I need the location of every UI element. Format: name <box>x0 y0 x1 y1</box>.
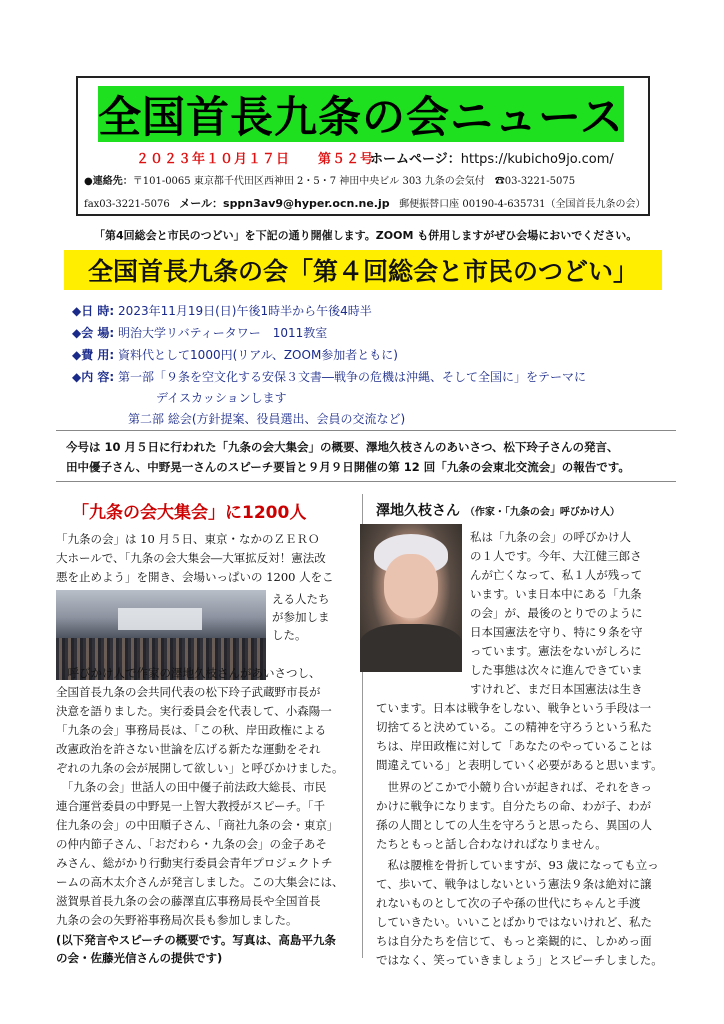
right-body-line: 切捨てると決めている。この精神を守ろうという私た <box>376 720 652 734</box>
fax-line <box>84 195 645 211</box>
left-body-line: の仲内節子さん、「おだわら・九条の会」の金子あそ <box>56 837 327 851</box>
left-body-line: ぞれの九条の会が展開して欲しい」と呼びかけました。 <box>56 761 344 775</box>
fax-number: fax03-3221-5076 <box>84 199 170 210</box>
left-side-line: した。 <box>272 628 307 642</box>
speaker-heading <box>376 500 620 520</box>
detail-label: ◆内 容: <box>72 370 115 384</box>
detail-label: ◆費 用: <box>72 348 115 362</box>
left-line: 大ホールで、「九条の会大集会―大軍拡反対！憲法改 <box>56 551 326 565</box>
right-body-line: 世界のどこかで小競り合いが起きれば、それをきっ <box>376 780 652 794</box>
left-body-line: 呼びかけ人で作家の澤地久枝さんがあいさつし、 <box>56 666 321 680</box>
summary-line: 田中優子さん、中野晃一さんのスピーチ要旨と９月９日開催の第 12 回「九条の会東北交流会」の報告です。 <box>66 460 630 474</box>
contact-line <box>84 172 575 187</box>
detail-venue <box>72 324 327 341</box>
title-band <box>98 86 624 142</box>
detail-fee <box>72 346 398 363</box>
left-body-line: 滋賀県首長九条の会の藤澤直広事務局長や全国首長 <box>56 894 321 908</box>
left-body-line: 住九条の会」の中田順子さん、「商社九条の会・東京」 <box>56 818 339 832</box>
right-side-line: の会」が、最後のとりでのように <box>470 606 643 620</box>
portrait-body <box>360 624 462 672</box>
speaker-portrait <box>360 524 462 672</box>
detail-value: 2023年11月19日(日)午後1時半から午後4時半 <box>118 304 372 318</box>
email-label: メール： <box>179 197 224 210</box>
photo-credit-note: (以下発言やスピーチの概要です。写真は、高島平九条 <box>56 933 336 947</box>
newsletter-title: 全国首長九条の会ニュース <box>98 92 624 143</box>
left-body-line: 改憲政治を許さない世論を広げる新たな運動をそれ <box>56 742 321 756</box>
right-side-line: 私は「九条の会」の呼びかけ人 <box>470 530 631 544</box>
detail-content-cont2: 第二部 総会(方針提案、役員選出、会員の交流など) <box>128 412 406 426</box>
left-body-line: 九条の会の矢野裕事務局次長も参加しました。 <box>56 913 298 927</box>
issue-summary <box>56 430 676 482</box>
left-body-line: みさん、総がかり行動実行委員会青年プロジェクトチ <box>56 856 333 870</box>
right-body-line: れないものとして次の子や孫の世代にちゃんと手渡 <box>376 896 641 910</box>
left-body-line: 決意を語りました。実行委員会を代表して、小森陽一 <box>56 704 332 718</box>
masthead <box>76 76 650 216</box>
right-body-line: て、歩いて、戦争はしないという憲法９条は絶対に譲 <box>376 877 652 891</box>
right-body-line: 孫の人間としての人生を守ろうと思ったら、異国の人 <box>376 818 652 832</box>
detail-content <box>72 368 586 385</box>
contact-label: ●連絡先： <box>84 176 133 187</box>
homepage-label: ホームページ： <box>370 152 461 167</box>
left-line: 「九条の会」は 10 月５日、東京・なかのＺＥＲＯ <box>56 532 320 546</box>
right-side-line: います。いま日本中にある「九条 <box>470 587 642 601</box>
left-body-line: 連合運営委員の中野晃一上智大教授がスピーチ。「千 <box>56 799 325 813</box>
homepage-link[interactable]: https://kubicho9jo.com/ <box>460 152 614 167</box>
postal-account: 郵便振替口座 00190-4-635731（全国首長九条の会） <box>399 199 646 210</box>
right-body-line: かけに戦争になります。自分たちの命、わが子、わが <box>376 799 652 813</box>
summary-line: 今号は 10 月５日に行われた「九条の会大集会」の概要、澤地久枝さんのあいさつ、松下玲子さんの発言、 <box>66 440 619 454</box>
right-body-line: ています。日本は戦争をしない、戦争という手段は一 <box>376 701 652 715</box>
detail-value: 明治大学リバティータワー 1011教室 <box>118 326 328 340</box>
detail-label: ◆会 場: <box>72 326 115 340</box>
right-side-line: した事態は次々に進んできていま <box>470 663 643 677</box>
detail-label: ◆日 時: <box>72 304 115 318</box>
announcement: 「第4回総会と市民のつどい」を下記の通り開催します。ZOOM も併用しますがぜひ会場においでください。 <box>94 229 638 242</box>
right-side-line: すけれど、まだ日本国憲法は生き <box>470 682 643 696</box>
right-body-line: たちともっと話し合わなければなりません。 <box>376 837 607 851</box>
speaker-role: （作家・「九条の会」呼びかけ人） <box>464 507 620 518</box>
right-side-line: の１人です。今年、大江健三郎さ <box>470 549 642 563</box>
right-side-line: っています。憲法をないがしろに <box>470 644 642 658</box>
left-article-heading: 「九条の会大集会」に1200人 <box>72 503 307 523</box>
right-body-line: ちは、岸田政権に対して「あなたのやっていることは <box>376 739 652 753</box>
stage-shape <box>118 608 202 630</box>
portrait-face <box>384 554 438 618</box>
photo-credit-note: の会・佐藤光信さんの提供です) <box>56 951 223 965</box>
left-body-line: 「九条の会」世話人の田中優子前法政大総長、市民 <box>56 780 327 794</box>
left-body-line: 全国首長九条の会共同代表の松下玲子武蔵野市長が <box>56 685 321 699</box>
right-body-line: ではなく、笑っていきましょう」とスピーチしました。 <box>376 953 663 967</box>
homepage-line <box>370 148 614 167</box>
right-side-line: んが亡くなって、私１人が残って <box>470 568 643 582</box>
right-body-line: 間違えている」と表明していく必要があると思います。 <box>376 758 663 772</box>
email-link[interactable]: sppn3av9@hyper.ocn.ne.jp <box>223 197 390 210</box>
left-body-line: 「九条の会」事務局長は、「この秋、岸田政権による <box>56 723 327 737</box>
right-side-line: 日本国憲法を守り、特に９条を守 <box>470 625 643 639</box>
right-body-line: ちは自分たちを信じて、もっと楽観的に、しかめっ面 <box>376 934 652 948</box>
detail-datetime <box>72 302 372 319</box>
right-body-line: 私は腰椎を骨折していますが、93 歳になっても立っ <box>376 858 659 872</box>
detail-content-cont1: デイスカッションします <box>156 391 287 405</box>
left-body-line: ームの高木太介さんが発言しました。この大集会には、 <box>56 875 344 889</box>
left-side-line: が参加しま <box>272 610 330 624</box>
event-title: 全国首長九条の会「第４回総会と市民のつどい」 <box>64 250 662 290</box>
right-body-line: していきたい。いいことばかりではないけれど、私た <box>376 915 652 929</box>
issue-date: ２０２３年１０月１７日 第５２号 <box>136 152 375 167</box>
speaker-name: 澤地久枝さん <box>376 503 460 519</box>
left-line: 悪を止めよう」を開き、会場いっぱいの 1200 人をこ <box>56 570 334 584</box>
left-side-line: える人たち <box>272 592 330 606</box>
detail-value: 第一部「９条を空文化する安保３文書―戦争の危機は沖縄、そして全国に」をテーマに <box>118 370 587 384</box>
detail-value: 資料代として1000円(リアル、ZOOM参加者ともに) <box>118 348 398 362</box>
address: 〒101-0065 東京都千代田区西神田 2・5・7 神田中央ビル 303 九条の会気付 ☎03-3221-5075 <box>132 176 576 187</box>
